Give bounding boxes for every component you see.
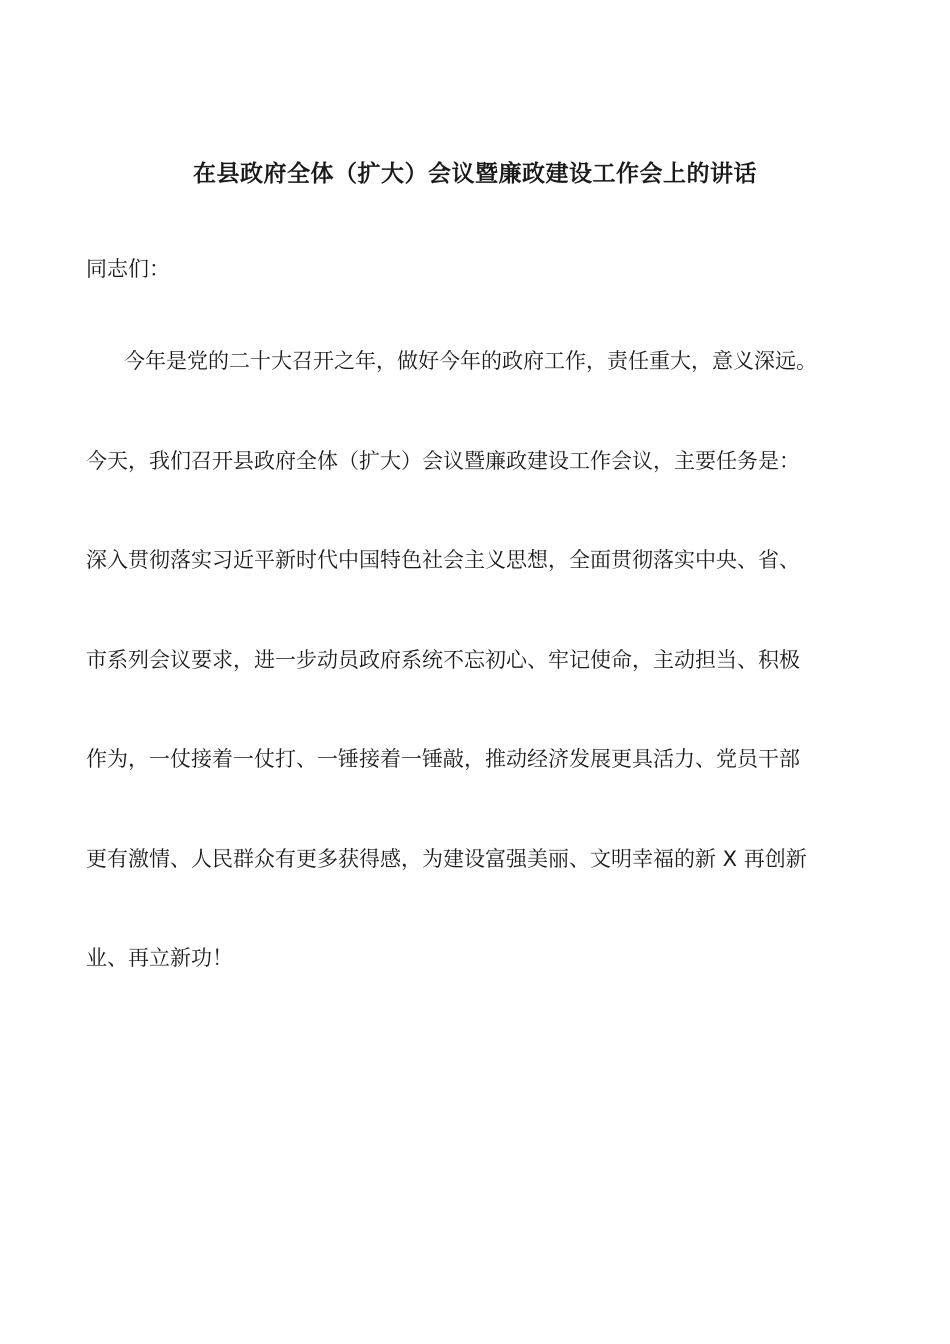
body-line: 更有激情、人民群众有更多获得感，为建设富强美丽、文明幸福的新 X 再创新: [86, 847, 807, 871]
body-line: 业、再立新功！: [86, 946, 233, 970]
body-line: 市系列会议要求，进一步动员政府系统不忘初心、牢记使命，主动担当、积极: [86, 648, 800, 672]
body-line: 今天，我们召开县政府全体（扩大）会议暨廉政建设工作会议，主要任务是：: [86, 449, 800, 473]
body-line: 深入贯彻落实习近平新时代中国特色社会主义思想，全面贯彻落实中央、省、: [86, 548, 800, 572]
body-line: 今年是党的二十大召开之年，做好今年的政府工作，责任重大，意义深远。: [124, 349, 817, 373]
salutation: 同志们：: [86, 257, 170, 281]
body-line: 作为，一仗接着一仗打、一锤接着一锤敲，推动经济发展更具活力、党员干部: [86, 747, 800, 771]
document-title: 在县政府全体（扩大）会议暨廉政建设工作会上的讲话: [193, 161, 757, 187]
